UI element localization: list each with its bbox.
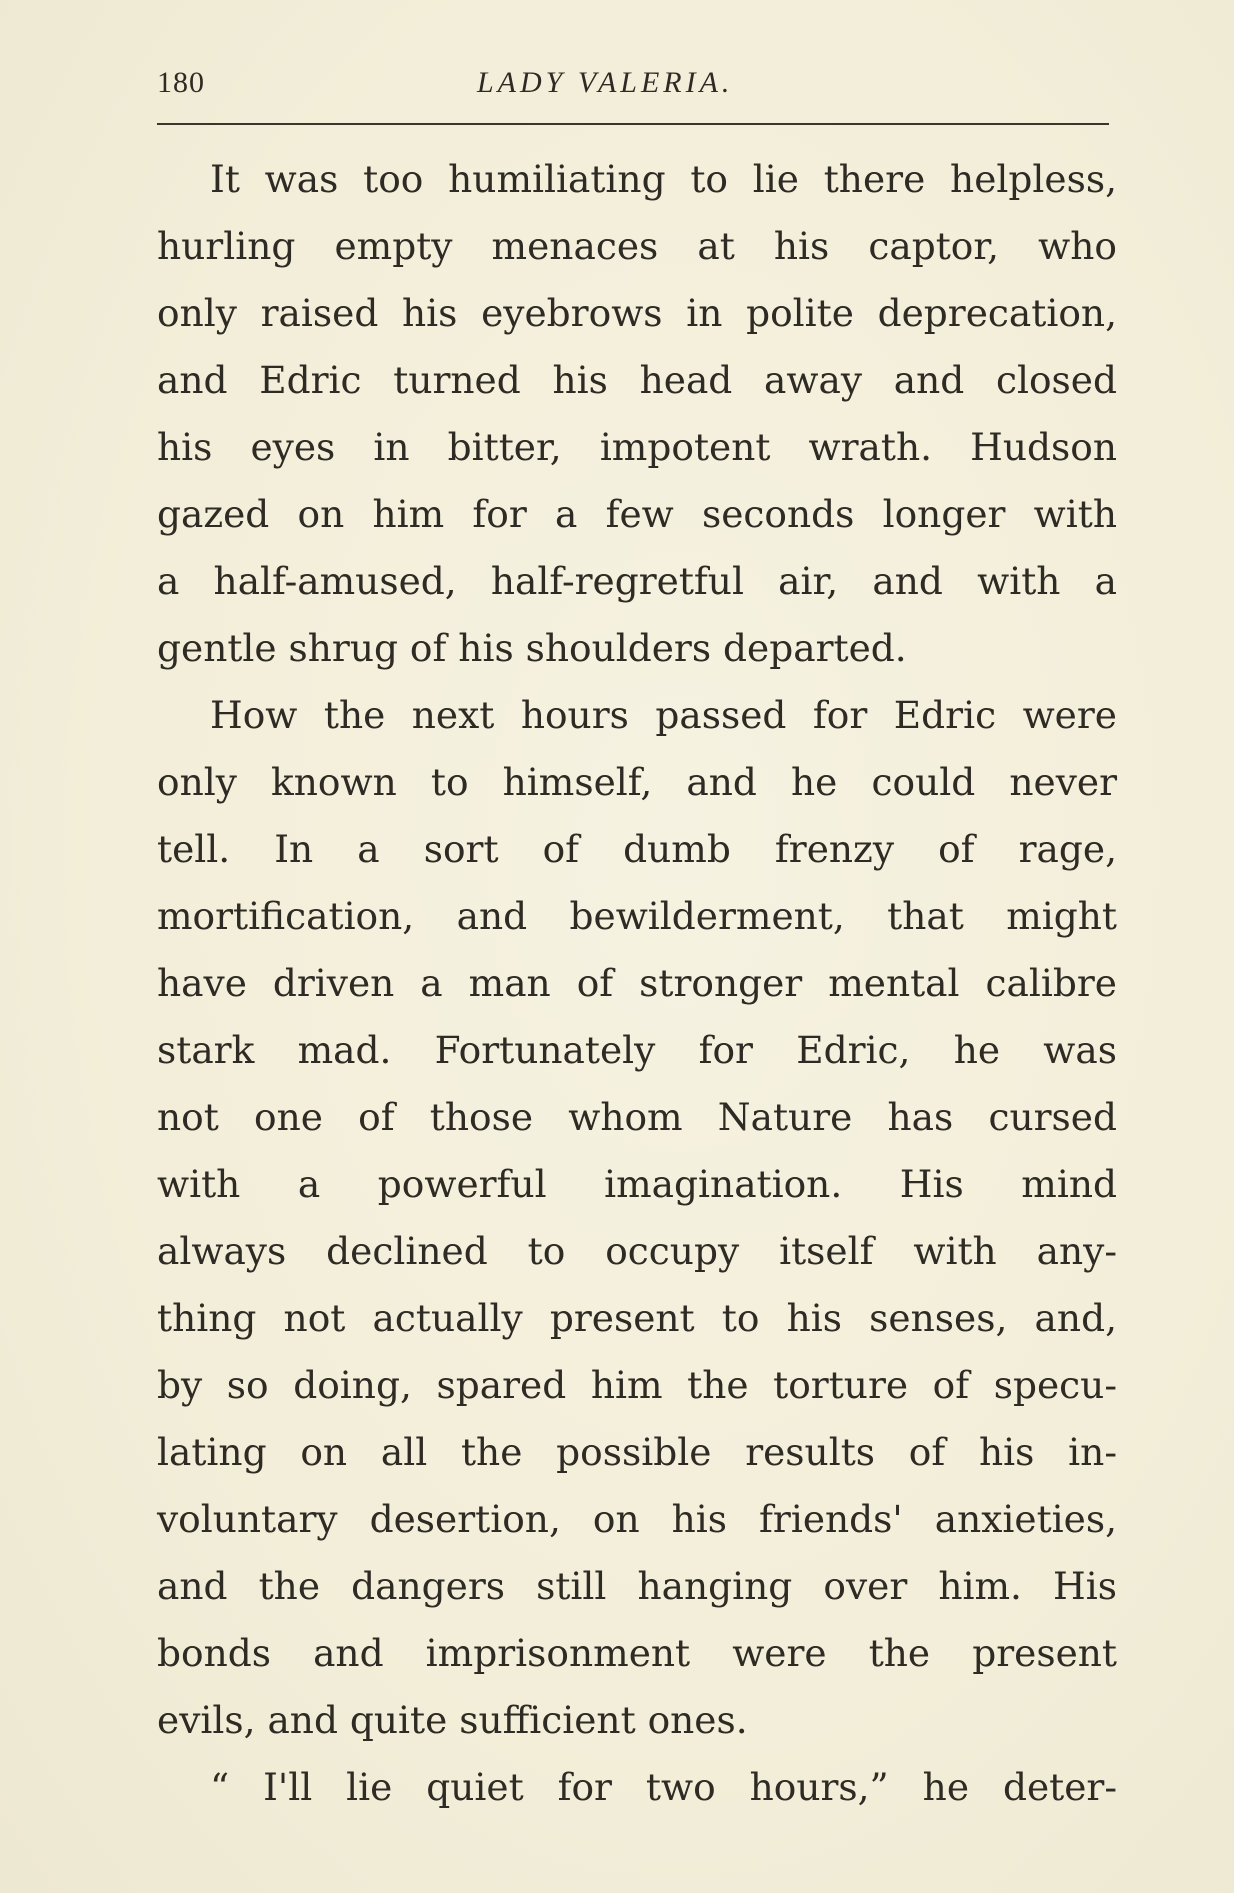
text-line: have driven a man of stronger mental calibre	[157, 961, 1117, 1005]
header-rule	[157, 123, 1109, 125]
text-line: his eyes in bitter, impotent wrath. Hudson	[157, 425, 1117, 469]
running-title: LADY VALERIA.	[477, 66, 734, 99]
running-header	[157, 66, 1109, 110]
body-text	[157, 146, 1117, 1821]
text-line: hurling empty menaces at his captor, who	[157, 224, 1117, 268]
text-line: lating on all the possible results of his in-	[157, 1430, 1117, 1474]
text-line: gentle shrug of his shoulders departed.	[157, 626, 907, 670]
text-line: gazed on him for a few seconds longer with	[157, 492, 1117, 536]
text-line: always declined to occupy itself with any-	[157, 1229, 1117, 1273]
text-line: only known to himself, and he could never	[157, 760, 1117, 804]
text-line: bonds and imprisonment were the present	[157, 1631, 1117, 1675]
text-line: a half-amused, half-regretful air, and with a	[157, 559, 1117, 603]
text-line: stark mad. Fortunately for Edric, he was	[157, 1028, 1117, 1072]
text-line: voluntary desertion, on his friends' anxieties,	[157, 1497, 1117, 1541]
text-line: only raised his eyebrows in polite deprecation,	[157, 291, 1117, 335]
text-line: not one of those whom Nature has cursed	[157, 1095, 1117, 1139]
text-line: It was too humiliating to lie there helpless,	[210, 157, 1117, 201]
page-number: 180	[157, 66, 205, 99]
text-line: “ I'll lie quiet for two hours,” he deter-	[210, 1765, 1117, 1809]
text-line: and Edric turned his head away and closed	[157, 358, 1117, 402]
text-line: tell. In a sort of dumb frenzy of rage,	[157, 827, 1117, 871]
text-line: mortification, and bewilderment, that might	[157, 894, 1117, 938]
text-line: How the next hours passed for Edric were	[210, 693, 1117, 737]
text-line: by so doing, spared him the torture of specu-	[157, 1363, 1117, 1407]
text-line: with a powerful imagination. His mind	[157, 1162, 1117, 1206]
text-line: and the dangers still hanging over him. His	[157, 1564, 1117, 1608]
text-line: evils, and quite sufficient ones.	[157, 1698, 748, 1742]
text-line: thing not actually present to his senses, and,	[157, 1296, 1117, 1340]
